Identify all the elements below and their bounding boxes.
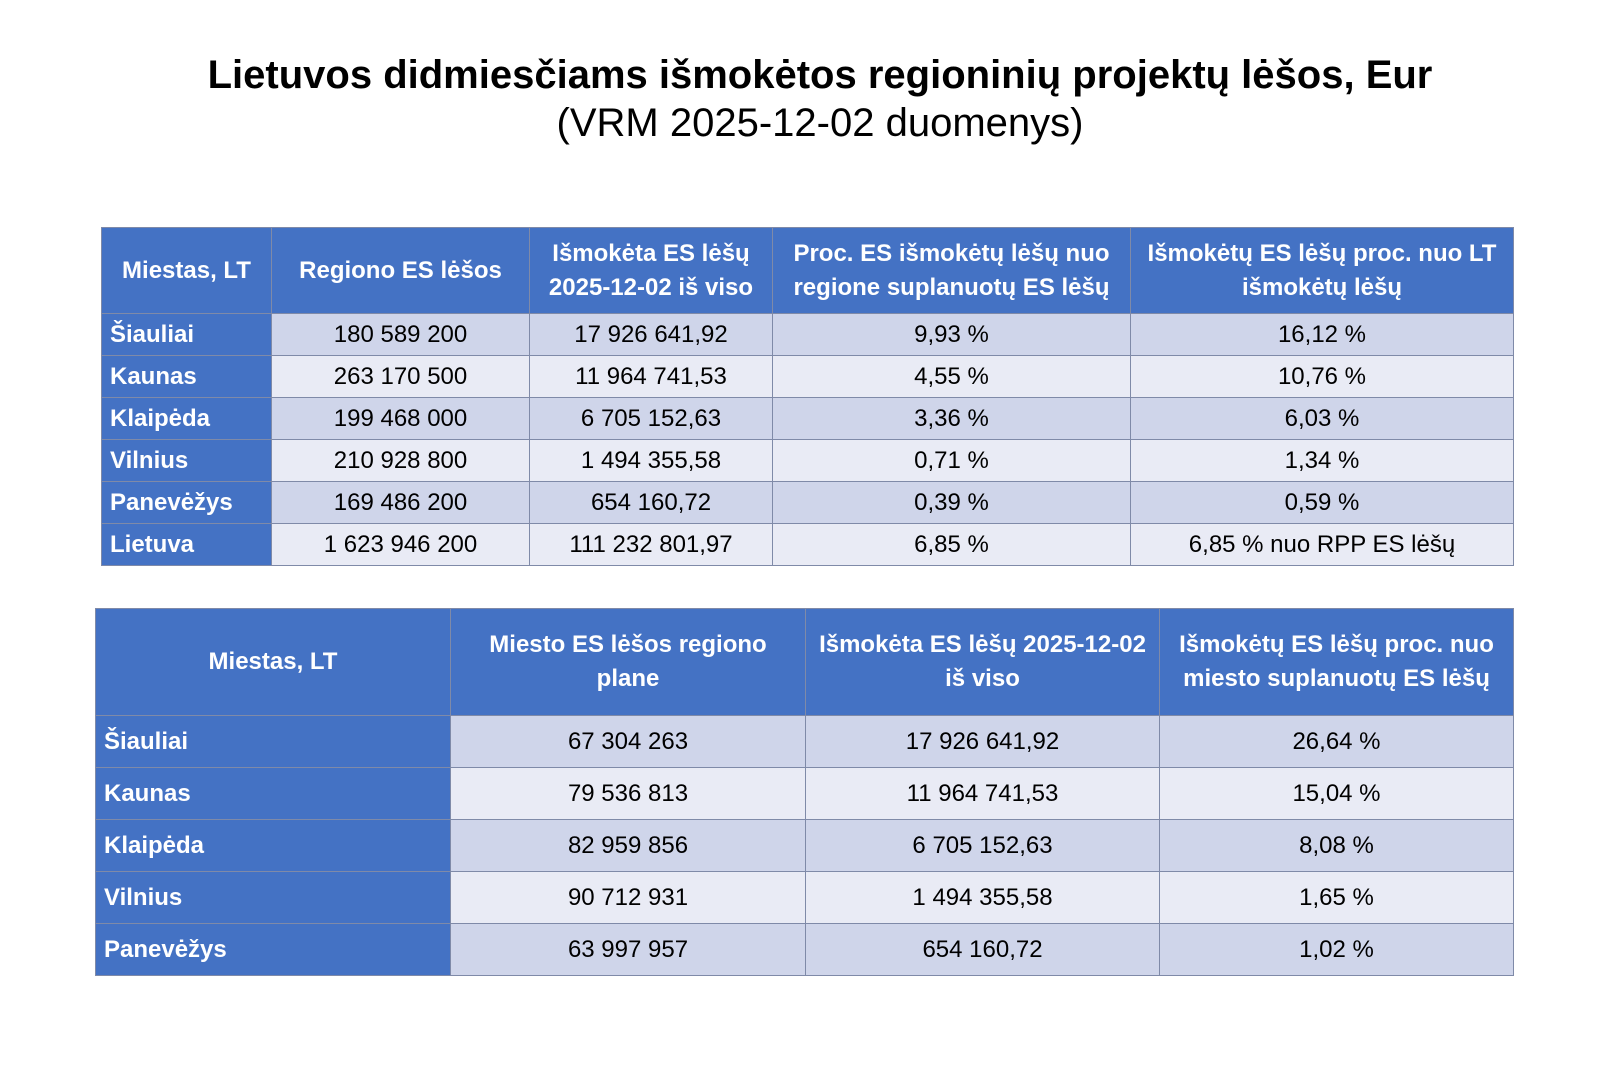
value-cell: 0,59 % <box>1131 482 1514 524</box>
value-cell: 180 589 200 <box>272 314 530 356</box>
table-header-row <box>96 609 1514 716</box>
col-header-paid-total: Išmokėta ES lėšų 2025-12-02 iš viso <box>530 228 773 314</box>
city-cell: Kaunas <box>102 356 272 398</box>
value-cell: 4,55 % <box>773 356 1131 398</box>
value-cell: 63 997 957 <box>451 924 806 976</box>
city-cell: Klaipėda <box>96 820 451 872</box>
value-cell: 6,85 % nuo RPP ES lėšų <box>1131 524 1514 566</box>
city-cell: Šiauliai <box>96 716 451 768</box>
value-cell: 111 232 801,97 <box>530 524 773 566</box>
value-cell: 0,39 % <box>773 482 1131 524</box>
col-header-paid-pct-region: Proc. ES išmokėtų lėšų nuo regione suplanuotų ES lėšų <box>773 228 1131 314</box>
value-cell: 1 623 946 200 <box>272 524 530 566</box>
value-cell: 1,34 % <box>1131 440 1514 482</box>
value-cell: 6,03 % <box>1131 398 1514 440</box>
table-row <box>102 356 1514 398</box>
value-cell: 6 705 152,63 <box>530 398 773 440</box>
value-cell: 11 964 741,53 <box>806 768 1160 820</box>
table-row <box>96 924 1514 976</box>
value-cell: 6,85 % <box>773 524 1131 566</box>
city-cell: Panevėžys <box>102 482 272 524</box>
value-cell: 1 494 355,58 <box>530 440 773 482</box>
city-cell: Šiauliai <box>102 314 272 356</box>
table-row <box>102 314 1514 356</box>
col-header-region-funds: Regiono ES lėšos <box>272 228 530 314</box>
table-row <box>102 440 1514 482</box>
title-block <box>0 50 1604 146</box>
value-cell: 9,93 % <box>773 314 1131 356</box>
table-row <box>96 768 1514 820</box>
value-cell: 15,04 % <box>1160 768 1514 820</box>
value-cell: 11 964 741,53 <box>530 356 773 398</box>
value-cell: 79 536 813 <box>451 768 806 820</box>
value-cell: 1,65 % <box>1160 872 1514 924</box>
value-cell: 90 712 931 <box>451 872 806 924</box>
value-cell: 0,71 % <box>773 440 1131 482</box>
value-cell: 3,36 % <box>773 398 1131 440</box>
page-title: Lietuvos didmiesčiams išmokėtos regioninių projektų lėšos, Eur <box>207 53 1433 97</box>
city-cell: Lietuva <box>102 524 272 566</box>
table-header-row <box>102 228 1514 314</box>
table-row <box>102 482 1514 524</box>
city-cell: Panevėžys <box>96 924 451 976</box>
value-cell: 17 926 641,92 <box>530 314 773 356</box>
value-cell: 169 486 200 <box>272 482 530 524</box>
value-cell: 26,64 % <box>1160 716 1514 768</box>
col-header-city-funds: Miesto ES lėšos regiono plane <box>451 609 806 716</box>
value-cell: 654 160,72 <box>806 924 1160 976</box>
table-row-total <box>102 524 1514 566</box>
table-row <box>96 716 1514 768</box>
value-cell: 6 705 152,63 <box>806 820 1160 872</box>
city-cell: Vilnius <box>102 440 272 482</box>
col-header-paid-pct-city: Išmokėtų ES lėšų proc. nuo miesto suplanuotų ES lėšų <box>1160 609 1514 716</box>
city-funds-table <box>95 608 1514 976</box>
col-header-city: Miestas, LT <box>96 609 451 716</box>
table-row <box>96 820 1514 872</box>
region-funds-table <box>101 227 1514 566</box>
value-cell: 210 928 800 <box>272 440 530 482</box>
value-cell: 199 468 000 <box>272 398 530 440</box>
value-cell: 10,76 % <box>1131 356 1514 398</box>
col-header-paid-pct-lt: Išmokėtų ES lėšų proc. nuo LT išmokėtų lėšų <box>1131 228 1514 314</box>
value-cell: 654 160,72 <box>530 482 773 524</box>
city-cell: Klaipėda <box>102 398 272 440</box>
city-cell: Kaunas <box>96 768 451 820</box>
value-cell: 263 170 500 <box>272 356 530 398</box>
page-subtitle: (VRM 2025-12-02 duomenys) <box>556 101 1084 145</box>
city-cell: Vilnius <box>96 872 451 924</box>
table-row <box>102 398 1514 440</box>
value-cell: 1,02 % <box>1160 924 1514 976</box>
col-header-paid-total: Išmokėta ES lėšų 2025-12-02 iš viso <box>806 609 1160 716</box>
value-cell: 17 926 641,92 <box>806 716 1160 768</box>
value-cell: 1 494 355,58 <box>806 872 1160 924</box>
value-cell: 67 304 263 <box>451 716 806 768</box>
col-header-city: Miestas, LT <box>102 228 272 314</box>
value-cell: 16,12 % <box>1131 314 1514 356</box>
value-cell: 8,08 % <box>1160 820 1514 872</box>
value-cell: 82 959 856 <box>451 820 806 872</box>
table-row <box>96 872 1514 924</box>
